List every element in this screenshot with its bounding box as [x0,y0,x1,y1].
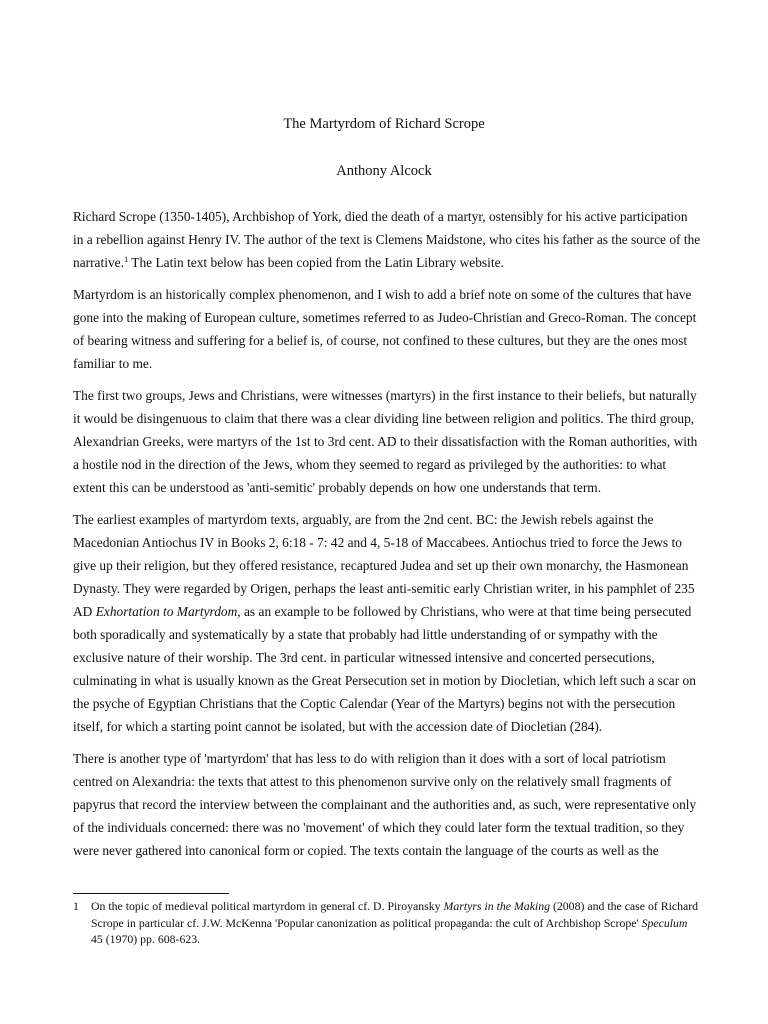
paragraph-5: There is another type of 'martyrdom' that has less to do with religion than it does with a sort of local patriotism centred on Alexandria: the texts that attest to this phenomenon survive only on the relatively small fragments of papyrus that record the interview between the complainant and the authorities and, as such, were representative only of the individuals concerned: there was no 'movement' of which they could later form the textual tradition, so they were never gathered into canonical form or copied. The texts contain the language of the courts as well as the [73,751,697,858]
paragraph-1 [73,205,701,274]
paragraph-2: Martyrdom is an historically complex phenomenon, and I wish to add a brief note on some of the cultures that have gone into the making of European culture, sometimes referred to as Judeo-Christian and Greco-Roman. The concept of bearing witness and suffering for a belief is, of course, not confined to these cultures, but they are the ones most familiar to me. [73,287,697,371]
footnote-text-a: On the topic of medieval political martyrdom in general cf. D. Piroyansky [91,899,444,913]
paragraph-4-text-b: , as an example to be followed by Christians, who were at that time being persecuted both sporadically and systematically by a state that probably had little understanding of or sympathy with the exclusive nature of their worship. The 3rd cent. in particular witnessed intensive and concerted persecutions, culminating in what is usually known as the Great Persecution set in motion by Diocletian, which left such a scar on the psyche of Egyptian Christians that the Coptic Calendar (Year of the Martyrs) begins not with the persecution itself, for which a starting point cannot be isolated, but with the accession date of Diocletian (284). [73,604,696,734]
document-title: The Martyrdom of Richard Scrope [283,116,485,132]
document-body [73,205,701,871]
footnote-divider [73,893,229,894]
paragraph-4-text-a: The earliest examples of martyrdom texts, arguably, are from the 2nd cent. BC: the Jewish rebels against the Macedonian Antiochus IV in Books 2, 6:18 - 7: 42 and 4, 5-18 of Maccabees. Antiochus tried to force the Jews to give up their religion, but they offered resistance, recaptured Judea and set up their own monarchy, the Hasmonean Dynasty. They were regarded by Origen, perhaps the least anti-semitic early Christian writer, in his pamphlet of 235 AD [73,512,695,619]
footnote-ref-1[interactable]: 1 [123,254,129,264]
footnote-text-b: (2008) and the case of Richard Scrope in particular cf. J.W. McKenna 'Popular canonization as political propaganda: the cult of Archbishop Scrope' [91,899,699,930]
footnote-number: 1 [73,899,79,913]
footnote-text [91,898,701,948]
document-author: Anthony Alcock [336,163,432,179]
footnote-italic-1: Martyrs in the Making [443,899,550,913]
paragraph-3: The first two groups, Jews and Christians, were witnesses (martyrs) in the first instance to their beliefs, but naturally it would be disingenuous to claim that there was a clear dividing line between religion and politics. The third group, Alexandrian Greeks, were martyrs of the 1st to 3rd cent. AD to their dissatisfaction with the Roman authorities, with a hostile nod in the direction of the Jews, whom they seemed to regard as privileged by the authorities: to what extent this can be understood as 'anti-semitic' probably depends on how one understands that term. [73,388,698,495]
paragraph-4-italic-title: Exhortation to Martyrdom [95,604,238,619]
footnote-1 [73,898,701,948]
paragraph-4 [73,508,701,738]
footnote-text-c: 45 (1970) pp. 608-623. [91,932,201,946]
footnote-italic-2: Speculum [641,915,688,930]
paragraph-1-text-b: The Latin text below has been copied from the Latin Library website. [128,255,504,270]
paragraph-1-text-a: Richard Scrope (1350-1405), Archbishop of York, died the death of a martyr, ostensibly for his active participation in a rebellion against Henry IV. The author of the text is Clemens Maidstone, who cites his father as the source of the narrative. [73,209,701,270]
